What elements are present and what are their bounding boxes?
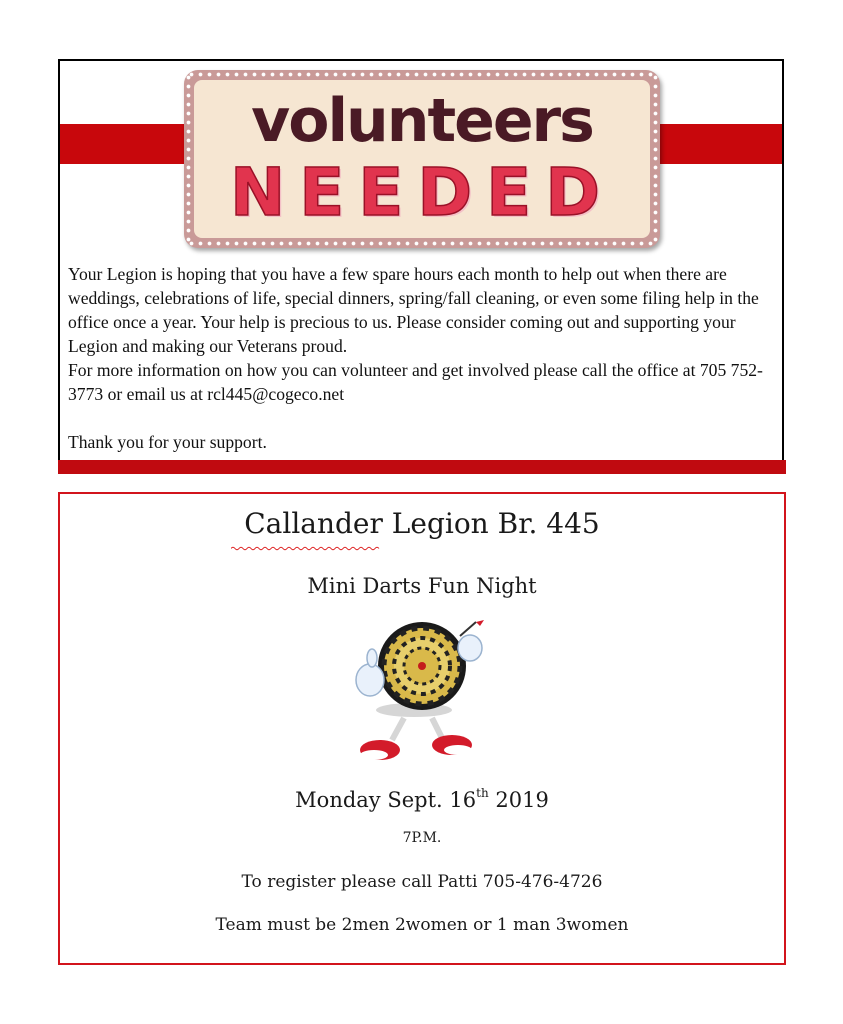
spacer xyxy=(68,406,780,430)
spellcheck-underline xyxy=(231,546,381,551)
sign-face xyxy=(194,80,650,238)
event-date xyxy=(60,778,784,815)
team-requirements: Team must be 2men 2women or 1 man 3women xyxy=(215,915,629,935)
marquee-bulbs-left xyxy=(186,73,191,245)
darts-flyer-panel xyxy=(58,492,786,965)
volunteer-paragraph: Your Legion is hoping that you have a few spare hours each month to help out when there are weddings, celebrations of life, special dinners, spring/fall cleaning, or even some filing help in the office once a year. Your help is precious to us. Please consider coming out and supporting your Legion and making our Veterans proud. xyxy=(68,264,759,356)
event-subtitle: Mini Darts Fun Night xyxy=(307,574,537,598)
volunteers-needed-sign xyxy=(184,70,660,248)
event-time: 7P.M. xyxy=(402,830,442,846)
event-date-ordinal: th xyxy=(476,786,489,800)
legion-title: Callander Legion Br. 445 xyxy=(244,507,600,540)
event-date-year: 2019 xyxy=(488,788,549,812)
marquee-bulbs-right xyxy=(653,73,658,245)
contact-paragraph: For more information on how you can volunteer and get involved please call the office at 705 752-3773 or email us at rcl445@cogeco.net xyxy=(68,360,763,404)
marquee-bulbs-bottom xyxy=(187,241,657,246)
registration-info: To register please call Patti 705-476-4726 xyxy=(241,872,603,892)
sign-word-volunteers: volunteers xyxy=(251,86,593,156)
red-band-bottom xyxy=(58,460,786,474)
sign-word-needed: NEEDED xyxy=(229,154,615,231)
event-date-main: Monday Sept. 16 xyxy=(295,788,477,812)
volunteer-body-text xyxy=(68,262,780,454)
volunteers-panel xyxy=(58,59,784,474)
thank-you-text: Thank you for your support. xyxy=(68,432,267,452)
marquee-bulbs-top xyxy=(187,72,657,77)
dartboard-mascot-icon xyxy=(352,618,487,768)
